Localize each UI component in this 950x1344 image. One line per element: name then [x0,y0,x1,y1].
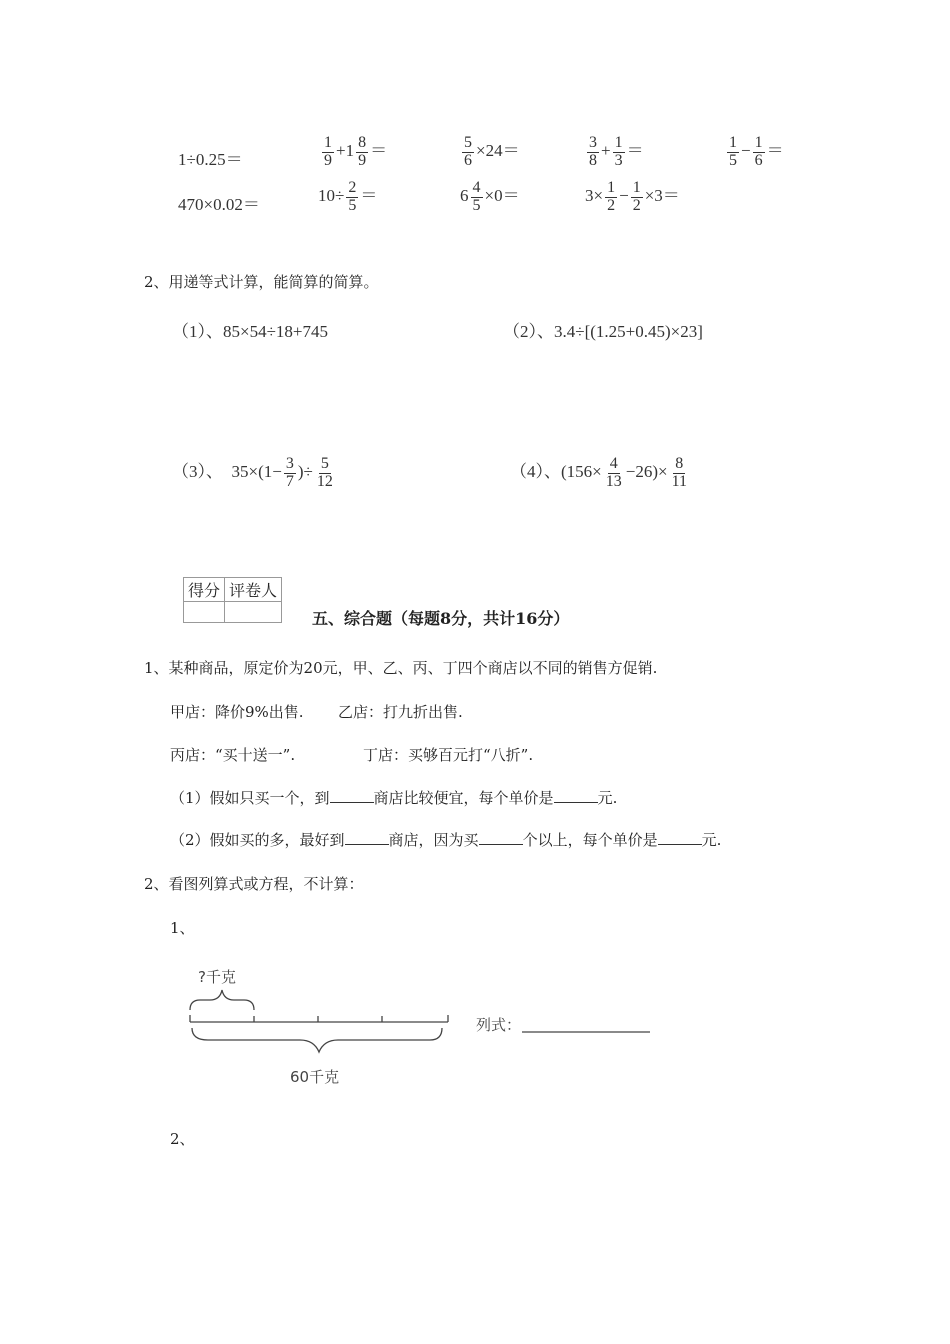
calc-1-3: $\frac{5}{6}$ ×24＝ [464,134,520,169]
s5-q1-shop-b: 乙店：打九折出售. [338,703,463,721]
problem-2: （2）、3.4÷[(1.25+0.45)×23] [503,322,703,341]
calc-2-4: 3× $\frac{1}{2}$ − $\frac{1}{2}$ ×3＝ [585,179,680,214]
problem-3: （3）、 35×(1− $\frac{3}{7}$ )÷ $\frac{5}{12}$ [172,455,333,490]
unknown-weight-label: ?千克 [198,968,236,986]
segment-diagram [180,960,660,1090]
total-weight-label: 60千克 [290,1068,340,1086]
s5-q2-sub2: 2、 [170,1130,195,1148]
s5-q1-sub1: （1）假如只买一个，到 商店比较便宜，每个单价是 元. [170,789,618,807]
calc-2-2: 10÷ $\frac{2}{5}$ ＝ [318,179,378,214]
calc-1-1: 1÷0.25＝ [178,150,243,169]
section-5-title: 五、综合题（每题8分，共计16分） [312,609,570,628]
s5-q1-shop-d: 丁店：买够百元打“八折”. [363,746,534,764]
s5-q1-shop-c: 丙店：“买十送一”. [170,746,296,764]
calc-2-3: 6 $\frac{4}{5}$ ×0＝ [460,179,520,214]
answer-blank[interactable] [479,829,523,845]
score-table [183,577,282,623]
s5-q2-sub1: 1、 [170,919,195,937]
answer-blank[interactable] [330,787,374,803]
bottom-brace [192,1028,442,1052]
problem-1: （1）、85×54÷18+745 [172,322,329,341]
calc-2-1: 470×0.02＝ [178,195,260,214]
s5-q1-shop-a: 甲店：降价9%出售. [170,703,304,721]
answer-blank[interactable] [554,787,598,803]
s5-q1-line1: 1、某种商品，原定价为20元，甲、乙、丙、丁四个商店以不同的销售方促销. [144,659,658,677]
top-brace [190,990,254,1010]
question-2-title: 2、用递等式计算，能简算的简算。 [144,273,379,291]
score-header: 得分 [184,578,225,602]
grader-cell[interactable] [225,602,282,623]
answer-blank[interactable] [345,829,389,845]
calc-1-5: $\frac{1}{5}$ − $\frac{1}{6}$ ＝ [729,134,784,169]
s5-q1-sub2: （2）假如买的多，最好到 商店，因为买 个以上，每个单价是 元. [170,831,722,849]
equation-label: 列式： [476,1016,522,1034]
s5-q2-title: 2、看图列算式或方程，不计算： [144,875,364,893]
answer-blank[interactable] [658,829,702,845]
calc-1-2: $\frac{1}{9}$ +1 $\frac{8}{9}$ ＝ [324,134,388,169]
calc-1-4: $\frac{3}{8}$ + $\frac{1}{3}$ ＝ [589,134,644,169]
problem-4: （4）、(156× $\frac{4}{13}$ −26)× $\frac{8}{11}$ [510,455,687,490]
score-cell[interactable] [184,602,225,623]
grader-header: 评卷人 [225,578,282,602]
